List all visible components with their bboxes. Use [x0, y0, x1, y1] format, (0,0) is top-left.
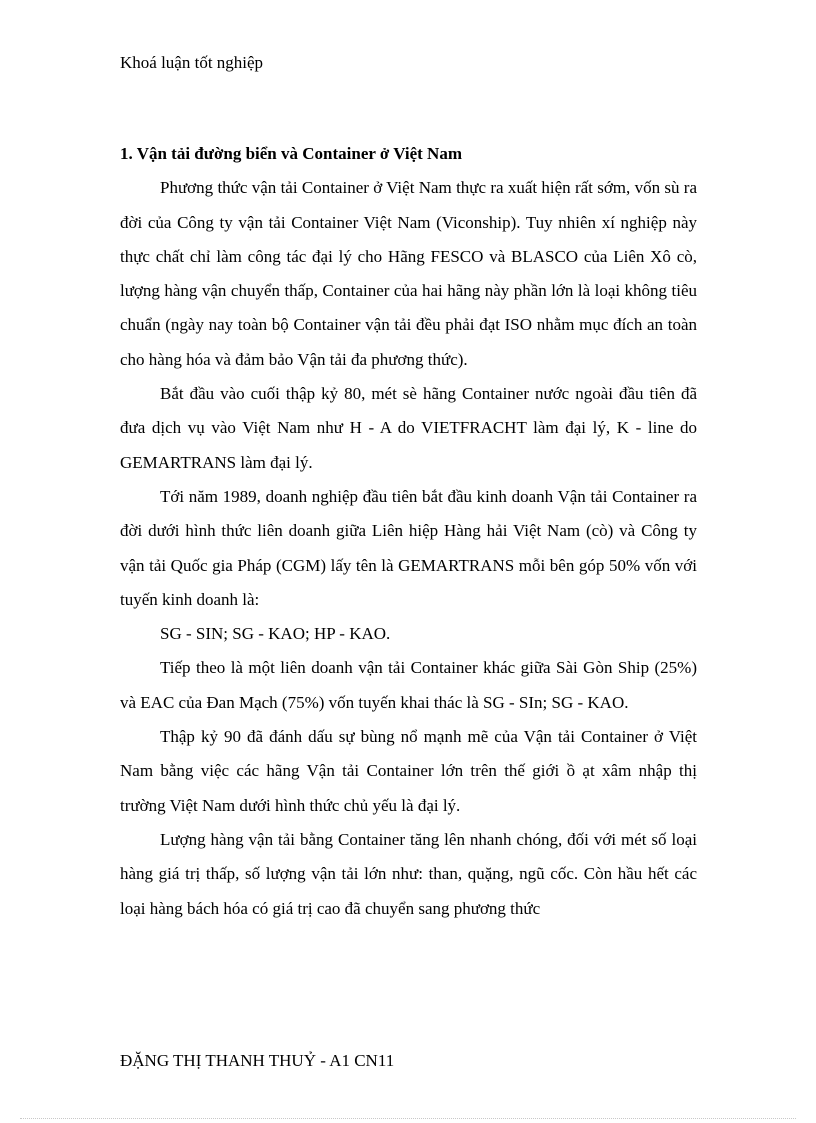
page-edge-divider [20, 1118, 796, 1119]
paragraph: SG - SIN; SG - KAO; HP - KAO. [160, 624, 391, 644]
paragraph: Tới năm 1989, doanh nghiệp đầu tiên bắt đầu kinh doanh Vận tải Container ra đời dưới hình thức liên doanh giữa Liên hiệp Hàng hải Việt Nam (cò) và Công ty vận tải Quốc gia Pháp (CGM) lấy tên là GEMARTRANS mỗi bên góp 50% vốn với tuyến kinh doanh là: [120, 486, 697, 609]
document-body [120, 137, 697, 926]
paragraph: Tiếp theo là một liên doanh vận tải Container khác giữa Sài Gòn Ship (25%) và EAC của Đan Mạch (75%) vốn tuyến khai thác là SG - SIn; SG - KAO. [120, 658, 697, 712]
paragraph: Bắt đầu vào cuối thập kỷ 80, mét sè hãng Container nước ngoài đầu tiên đã đưa dịch vụ vào Việt Nam như H - A do VIETFRACHT làm đại lý, K - line do GEMARTRANS làm đại lý. [120, 384, 697, 472]
paragraph: Lượng hàng vận tải bằng Container tăng lên nhanh chóng, đối với mét số loại hàng giá trị thấp, số lượng vận tải lớn như: than, quặng, ngũ cốc. Còn hầu hết các loại hàng bách hóa có giá trị cao đã chuyển sang phương thức [120, 829, 697, 918]
page-footer: ĐẶNG THỊ THANH THUỶ - A1 CN11 [120, 1051, 395, 1070]
section-heading: 1. Vận tải đường biển và Container ở Việt Nam [120, 144, 462, 163]
page-header: Khoá luận tốt nghiệp [120, 53, 264, 72]
paragraph: Phương thức vận tải Container ở Việt Nam thực ra xuất hiện rất sớm, vốn sù ra đời của Công ty vận tải Container Việt Nam (Viconship). Tuy nhiên xí nghiệp này thực chất chỉ làm công tác đại lý cho Hãng FESCO và BLASCO của Liên Xô cò, lượng hàng vận chuyển thấp, Container của hai hãng này phần lớn là loại không tiêu chuẩn (ngày nay toàn bộ Container vận tải đều phải đạt ISO nhằm mục đích an toàn cho hàng hóa và đảm bảo Vận tải đa phương thức). [120, 178, 697, 369]
paragraph: Thập kỷ 90 đã đánh dấu sự bùng nổ mạnh mẽ của Vận tải Container ở Việt Nam bằng việc các hãng Vận tải Container lớn trên thế giới ồ ạt xâm nhập thị trường Việt Nam dưới hình thức chủ yếu là đại lý. [120, 727, 697, 815]
